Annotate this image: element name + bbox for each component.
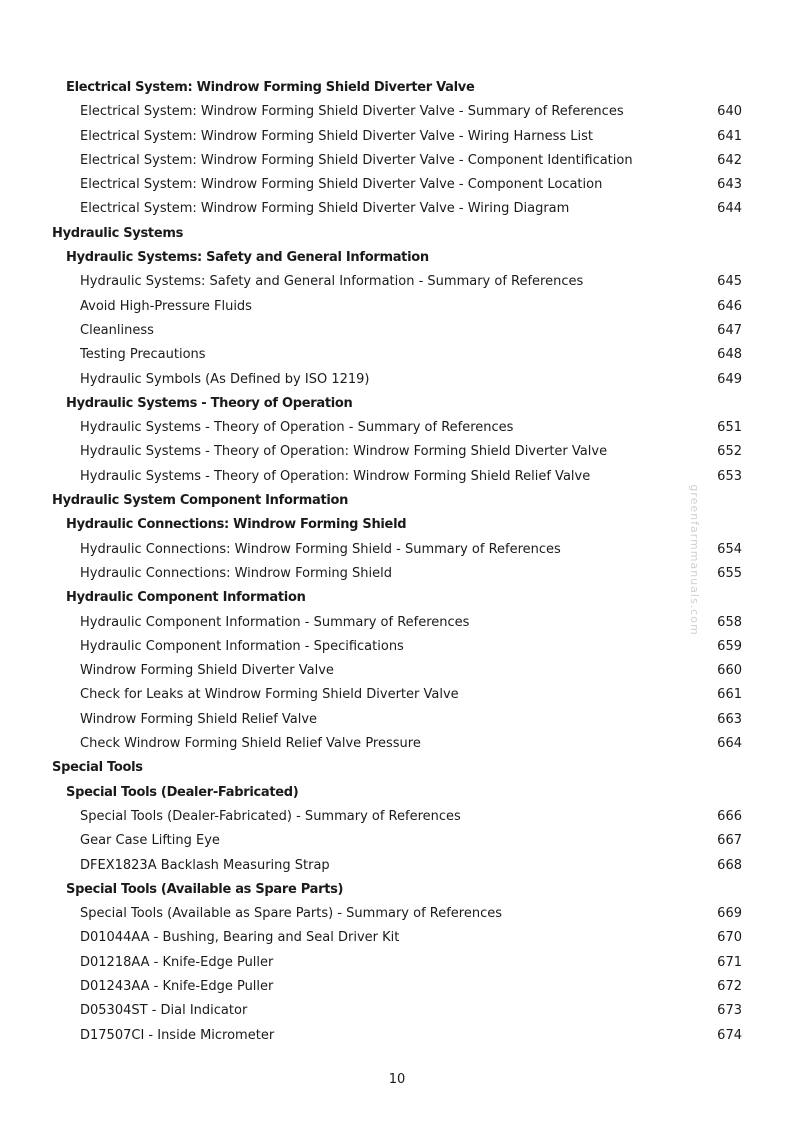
- toc-entry[interactable]: [0, 368, 794, 392]
- toc-entry-page: 654: [717, 541, 742, 557]
- toc-entry-title: Electrical System: Windrow Forming Shield Diverter Valve - Wiring Harness List: [80, 128, 593, 144]
- toc-entry[interactable]: [0, 562, 794, 586]
- toc-entry[interactable]: [0, 951, 794, 975]
- toc-entry-page: 668: [717, 857, 742, 873]
- toc-entry[interactable]: [0, 465, 794, 489]
- toc-entry-title: Hydraulic Component Information - Specifications: [80, 638, 404, 654]
- toc-entry-title: Testing Precautions: [80, 347, 206, 363]
- toc-entry[interactable]: [0, 173, 794, 197]
- toc-entry[interactable]: [0, 197, 794, 221]
- toc-heading: [0, 392, 794, 416]
- toc-heading: [0, 781, 794, 805]
- toc-entry-title: Hydraulic Component Information: [66, 590, 306, 606]
- toc-entry[interactable]: [0, 611, 794, 635]
- toc-entry[interactable]: [0, 1024, 794, 1048]
- toc-entry[interactable]: [0, 270, 794, 294]
- toc-heading: [0, 756, 794, 780]
- toc-entry-page: 651: [717, 420, 742, 436]
- toc-entry-title: Electrical System: Windrow Forming Shield Diverter Valve: [66, 80, 475, 95]
- toc-entry-title: D01044AA - Bushing, Bearing and Seal Driver Kit: [80, 930, 400, 946]
- toc-entry-page: 645: [717, 274, 742, 290]
- toc-entry-title: Hydraulic Connections: Windrow Forming Shield - Summary of References: [80, 541, 561, 557]
- toc-entry-title: D01243AA - Knife-Edge Puller: [80, 978, 274, 994]
- toc-entry-title: Windrow Forming Shield Relief Valve: [80, 711, 318, 727]
- toc-entry-title: Hydraulic Systems: Safety and General Information - Summary of References: [80, 274, 584, 290]
- toc-entry[interactable]: [0, 538, 794, 562]
- toc-heading: [0, 878, 794, 902]
- toc-entry-page: 641: [717, 128, 742, 144]
- toc-entry-title: Check Windrow Forming Shield Relief Valve Pressure: [80, 736, 421, 752]
- toc-entry-title: Electrical System: Windrow Forming Shield Diverter Valve - Component Location: [80, 177, 603, 193]
- toc-entry[interactable]: [0, 125, 794, 149]
- toc-entry-page: 647: [717, 322, 742, 338]
- toc-entry-page: 640: [717, 104, 742, 120]
- toc-entry-title: Hydraulic Connections: Windrow Forming Shield: [66, 517, 407, 533]
- toc-entry[interactable]: [0, 659, 794, 683]
- toc-entry-page: 664: [717, 736, 742, 752]
- watermark-right: greenfarmmanuals.com: [687, 484, 701, 636]
- toc-entry[interactable]: [0, 683, 794, 707]
- toc-entry-page: 644: [717, 201, 742, 217]
- toc-entry[interactable]: [0, 926, 794, 950]
- toc-heading: [0, 76, 794, 100]
- toc-entry-page: 674: [717, 1027, 742, 1043]
- toc-entry-title: Gear Case Lifting Eye: [80, 833, 220, 849]
- toc-entry-page: 642: [717, 152, 742, 168]
- toc-entry[interactable]: [0, 829, 794, 853]
- toc-entry[interactable]: [0, 902, 794, 926]
- toc-entry-title: Hydraulic Systems: Safety and General Information: [66, 250, 429, 266]
- toc-entry-page: 655: [717, 565, 742, 581]
- toc-entry[interactable]: [0, 854, 794, 878]
- toc-entry-title: Hydraulic Systems - Theory of Operation - Summary of References: [80, 420, 514, 436]
- toc-entry-title: Special Tools (Available as Spare Parts): [66, 881, 344, 897]
- toc-entry-title: D05304ST - Dial Indicator: [80, 1003, 248, 1019]
- toc-entry-page: 666: [717, 808, 742, 824]
- toc-entry-page: 672: [717, 978, 742, 994]
- toc-entry-title: Hydraulic Connections: Windrow Forming Shield: [80, 565, 393, 581]
- page-number: 10: [388, 1072, 406, 1087]
- toc-entry-title: Hydraulic Systems - Theory of Operation: [66, 395, 353, 411]
- toc-entry[interactable]: [0, 319, 794, 343]
- toc-entry-title: Special Tools: [52, 760, 143, 776]
- toc-entry-title: Hydraulic Component Information - Summary of References: [80, 614, 470, 630]
- toc-entry-title: Hydraulic Systems: [52, 225, 184, 241]
- toc-entry-title: D17507CI - Inside Micrometer: [80, 1027, 275, 1043]
- toc-entry[interactable]: [0, 708, 794, 732]
- toc-entry-title: DFEX1823A Backlash Measuring Strap: [80, 857, 330, 873]
- toc-entry-page: 659: [717, 638, 742, 654]
- toc-entry-title: Avoid High-Pressure Fluids: [80, 298, 252, 314]
- toc-entry-page: 661: [717, 687, 742, 703]
- toc-entry-title: Electrical System: Windrow Forming Shield Diverter Valve - Summary of References: [80, 104, 624, 120]
- toc-entry-page: 670: [717, 930, 742, 946]
- toc-entry-page: 669: [717, 906, 742, 922]
- toc-entry-page: 652: [717, 444, 742, 460]
- toc-entry[interactable]: [0, 732, 794, 756]
- toc-entry-page: 648: [717, 347, 742, 363]
- table-of-contents: [0, 76, 794, 1048]
- toc-entry-page: 673: [717, 1003, 742, 1019]
- toc-entry-title: Special Tools (Available as Spare Parts) - Summary of References: [80, 906, 503, 922]
- toc-heading: [0, 222, 794, 246]
- toc-entry[interactable]: [0, 343, 794, 367]
- toc-entry-title: D01218AA - Knife-Edge Puller: [80, 954, 274, 970]
- toc-entry-page: 667: [717, 833, 742, 849]
- toc-entry-title: Hydraulic Systems - Theory of Operation: Windrow Forming Shield Diverter Valve: [80, 444, 608, 460]
- toc-entry[interactable]: [0, 805, 794, 829]
- toc-entry-title: Hydraulic Symbols (As Defined by ISO 1219): [80, 371, 370, 387]
- toc-entry-page: 660: [717, 663, 742, 679]
- toc-entry[interactable]: [0, 975, 794, 999]
- toc-entry-title: Windrow Forming Shield Diverter Valve: [80, 663, 334, 679]
- toc-entry-title: Hydraulic System Component Information: [52, 493, 349, 509]
- toc-entry-title: Special Tools (Dealer-Fabricated) - Summary of References: [80, 808, 461, 824]
- toc-entry[interactable]: [0, 149, 794, 173]
- toc-entry-title: Cleanliness: [80, 322, 154, 338]
- toc-entry[interactable]: [0, 295, 794, 319]
- toc-entry-title: Electrical System: Windrow Forming Shield Diverter Valve - Component Identification: [80, 152, 633, 168]
- toc-entry-title: Electrical System: Windrow Forming Shield Diverter Valve - Wiring Diagram: [80, 201, 570, 217]
- toc-heading: [0, 513, 794, 537]
- toc-entry-page: 649: [717, 371, 742, 387]
- toc-entry-page: 671: [717, 954, 742, 970]
- toc-heading: [0, 586, 794, 610]
- toc-entry[interactable]: [0, 999, 794, 1023]
- toc-entry[interactable]: [0, 635, 794, 659]
- toc-entry-page: 663: [717, 711, 742, 727]
- toc-entry[interactable]: [0, 416, 794, 440]
- toc-entry-page: 658: [717, 614, 742, 630]
- toc-entry-title: Hydraulic Systems - Theory of Operation: Windrow Forming Shield Relief Valve: [80, 468, 591, 484]
- toc-heading: [0, 246, 794, 270]
- toc-entry-page: 643: [717, 177, 742, 193]
- toc-entry-page: 646: [717, 298, 742, 314]
- toc-entry-page: 653: [717, 468, 742, 484]
- toc-heading: [0, 489, 794, 513]
- toc-entry[interactable]: [0, 100, 794, 124]
- toc-entry-title: Special Tools (Dealer-Fabricated): [66, 784, 299, 800]
- toc-entry-title: Check for Leaks at Windrow Forming Shield Diverter Valve: [80, 687, 459, 703]
- toc-entry[interactable]: [0, 440, 794, 464]
